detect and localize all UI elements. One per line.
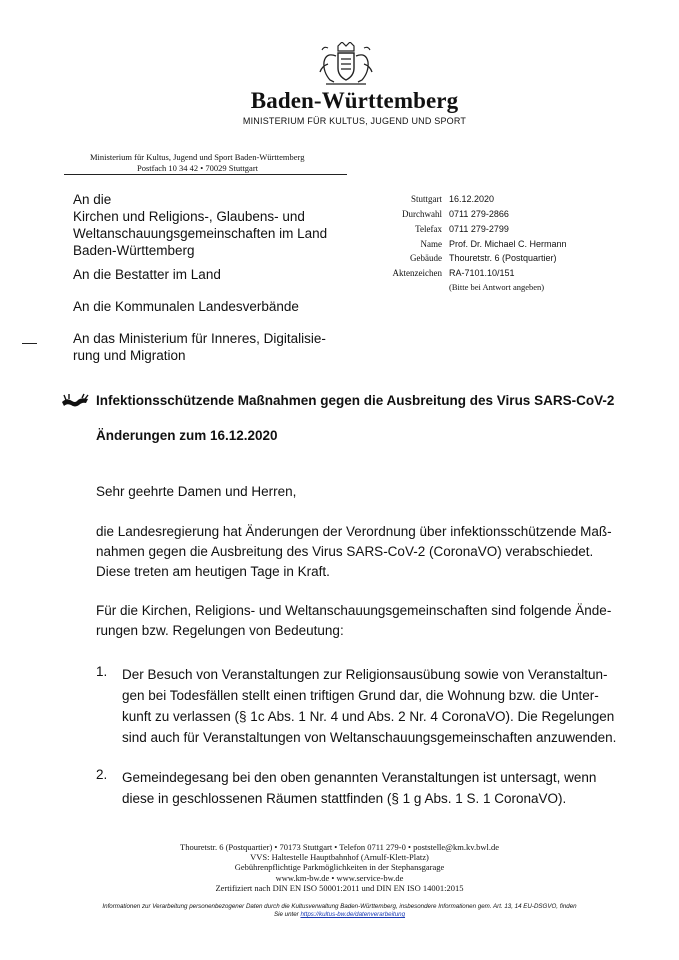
list-item xyxy=(122,664,616,748)
meta-value: Thouretstr. 6 (Postquartier) xyxy=(449,253,557,263)
meta-label: Name xyxy=(420,239,442,249)
meta-row-reference xyxy=(382,268,679,282)
meta-value: 0711 279-2866 xyxy=(449,209,509,219)
list-item-line: kunft zu verlassen (§ 1c Abs. 1 Nr. 4 und Abs. 2 Nr. 4 CoronaVO). Die Regelungen xyxy=(122,709,615,724)
letter-footer xyxy=(0,842,679,893)
paragraph-line: Für die Kirchen, Religions- und Weltanschauungsgemeinschaften sind folgende Ände- xyxy=(96,603,612,618)
paragraph xyxy=(96,601,611,641)
meta-row-name xyxy=(382,239,679,253)
meta-label: Telefax xyxy=(415,224,442,234)
meta-row-fax xyxy=(382,224,679,238)
footer-line: Zertifiziert nach DIN EN ISO 50001:2011 und DIN EN ISO 14001:2015 xyxy=(215,882,464,893)
meta-reply-note: (Bitte bei Antwort angeben) xyxy=(449,282,545,292)
list-item-line: diese in geschlossenen Räumen stattfinden (§ 1 g Abs. 1 S. 1 CoronaVO). xyxy=(122,791,567,806)
meta-value: Prof. Dr. Michael C. Hermann xyxy=(449,239,567,249)
footer-line: VVS: Haltestelle Hauptbahnhof (Arnulf-Klett-Platz) xyxy=(250,852,429,863)
privacy-notice xyxy=(0,903,679,919)
ministry-name: MINISTERIUM FÜR KULTUS, JUGEND UND SPORT xyxy=(242,116,467,126)
meta-value: 0711 279-2799 xyxy=(449,224,509,234)
recipient-line: An das Ministerium für Inneres, Digitalisie- xyxy=(73,331,326,346)
meta-row-building xyxy=(382,253,679,267)
list-item xyxy=(122,767,596,809)
paragraph-line: die Landesregierung hat Änderungen der Verordnung über infektionsschützende Maß- xyxy=(96,524,612,539)
recipient-block xyxy=(73,330,326,364)
fold-mark xyxy=(22,343,37,344)
meta-label: Gebäude xyxy=(410,253,442,263)
recipient-line: rung und Migration xyxy=(73,348,186,363)
subject-title: Infektionsschützende Maßnahmen gegen die Ausbreitung des Virus SARS-CoV-2 xyxy=(96,393,615,408)
meta-row-date xyxy=(382,194,679,208)
meta-label: Stuttgart xyxy=(411,194,442,204)
recipient-line: Kirchen und Religions-, Glaubens- und xyxy=(73,209,305,224)
recipient-block xyxy=(73,266,221,283)
paragraph-line: rungen bzw. Regelungen von Bedeutung: xyxy=(96,623,344,638)
list-item-line: Der Besuch von Veranstaltungen zur Religionsausübung sowie von Veranstaltun- xyxy=(122,667,608,682)
paragraph xyxy=(96,522,612,582)
sender-divider xyxy=(64,174,347,175)
recipient-line: An die xyxy=(73,192,112,207)
privacy-prefix: Sie unter xyxy=(273,911,301,918)
coat-of-arms-icon xyxy=(314,42,378,86)
paragraph-line: nahmen gegen die Ausbreitung des Virus SARS-CoV-2 (CoronaVO) verabschiedet. xyxy=(96,544,594,559)
meta-value: 16.12.2020 xyxy=(449,194,495,204)
meta-row-phone xyxy=(382,209,679,223)
meta-label: Durchwahl xyxy=(402,209,442,219)
footer-line: www.km-bw.de • www.service-bw.de xyxy=(275,872,404,883)
list-item-line: sind auch für Veranstaltungen von Weltanschauungsgemeinschaften anzuwenden. xyxy=(122,730,617,745)
recipient-line: An die Kommunalen Landesverbände xyxy=(73,299,299,314)
meta-label: Aktenzeichen xyxy=(392,268,442,278)
footer-line: Thouretstr. 6 (Postquartier) • 70173 Stuttgart • Telefon 0711 279-0 • poststelle@km.kv.bwl.de xyxy=(180,842,499,852)
recipient-block xyxy=(73,191,327,259)
footer-line: Gebührenpflichtige Parkmöglichkeiten in der Stephansgarage xyxy=(234,862,445,873)
list-item-number: 1. xyxy=(96,664,108,679)
recipient-line: Weltanschauungsgemeinschaften im Land xyxy=(73,226,328,241)
meta-value: RA-7101.10/151 xyxy=(449,268,515,278)
sender-postbox-line: Postfach 10 34 42 • 70029 Stuttgart xyxy=(137,163,259,173)
subject-subtitle: Änderungen zum 16.12.2020 xyxy=(96,428,278,443)
list-item-number: 2. xyxy=(96,767,108,782)
recipient-line: An die Bestatter im Land xyxy=(73,267,221,282)
sender-address-line: Ministerium für Kultus, Jugend und Sport Baden-Württemberg xyxy=(90,152,305,162)
privacy-line: Informationen zur Verarbeitung personenbezogener Daten durch die Kultusverwaltung Baden-Württemberg, insbesondere Informationen gem. Art. 13, 14 EU-DSGVO, finden xyxy=(102,903,577,910)
list-item-line: Gemeindegesang bei den oben genannten Veranstaltungen ist untersagt, wenn xyxy=(122,770,597,785)
list-item-line: gen bei Todesfällen stellt einen triftigen Grund dar, die Wohnung bzw. die Unter- xyxy=(122,688,599,703)
privacy-line xyxy=(0,911,679,919)
deer-antler-icon xyxy=(60,393,90,409)
salutation: Sehr geehrte Damen und Herren, xyxy=(96,484,297,499)
paragraph-line: Diese treten am heutigen Tage in Kraft. xyxy=(96,564,330,579)
recipient-block xyxy=(73,298,299,315)
privacy-link[interactable]: https://kultus-bw.de/datenverarbeitung xyxy=(300,911,406,918)
recipient-line: Baden-Württemberg xyxy=(73,243,195,258)
state-name: Baden-Württemberg xyxy=(250,88,459,113)
